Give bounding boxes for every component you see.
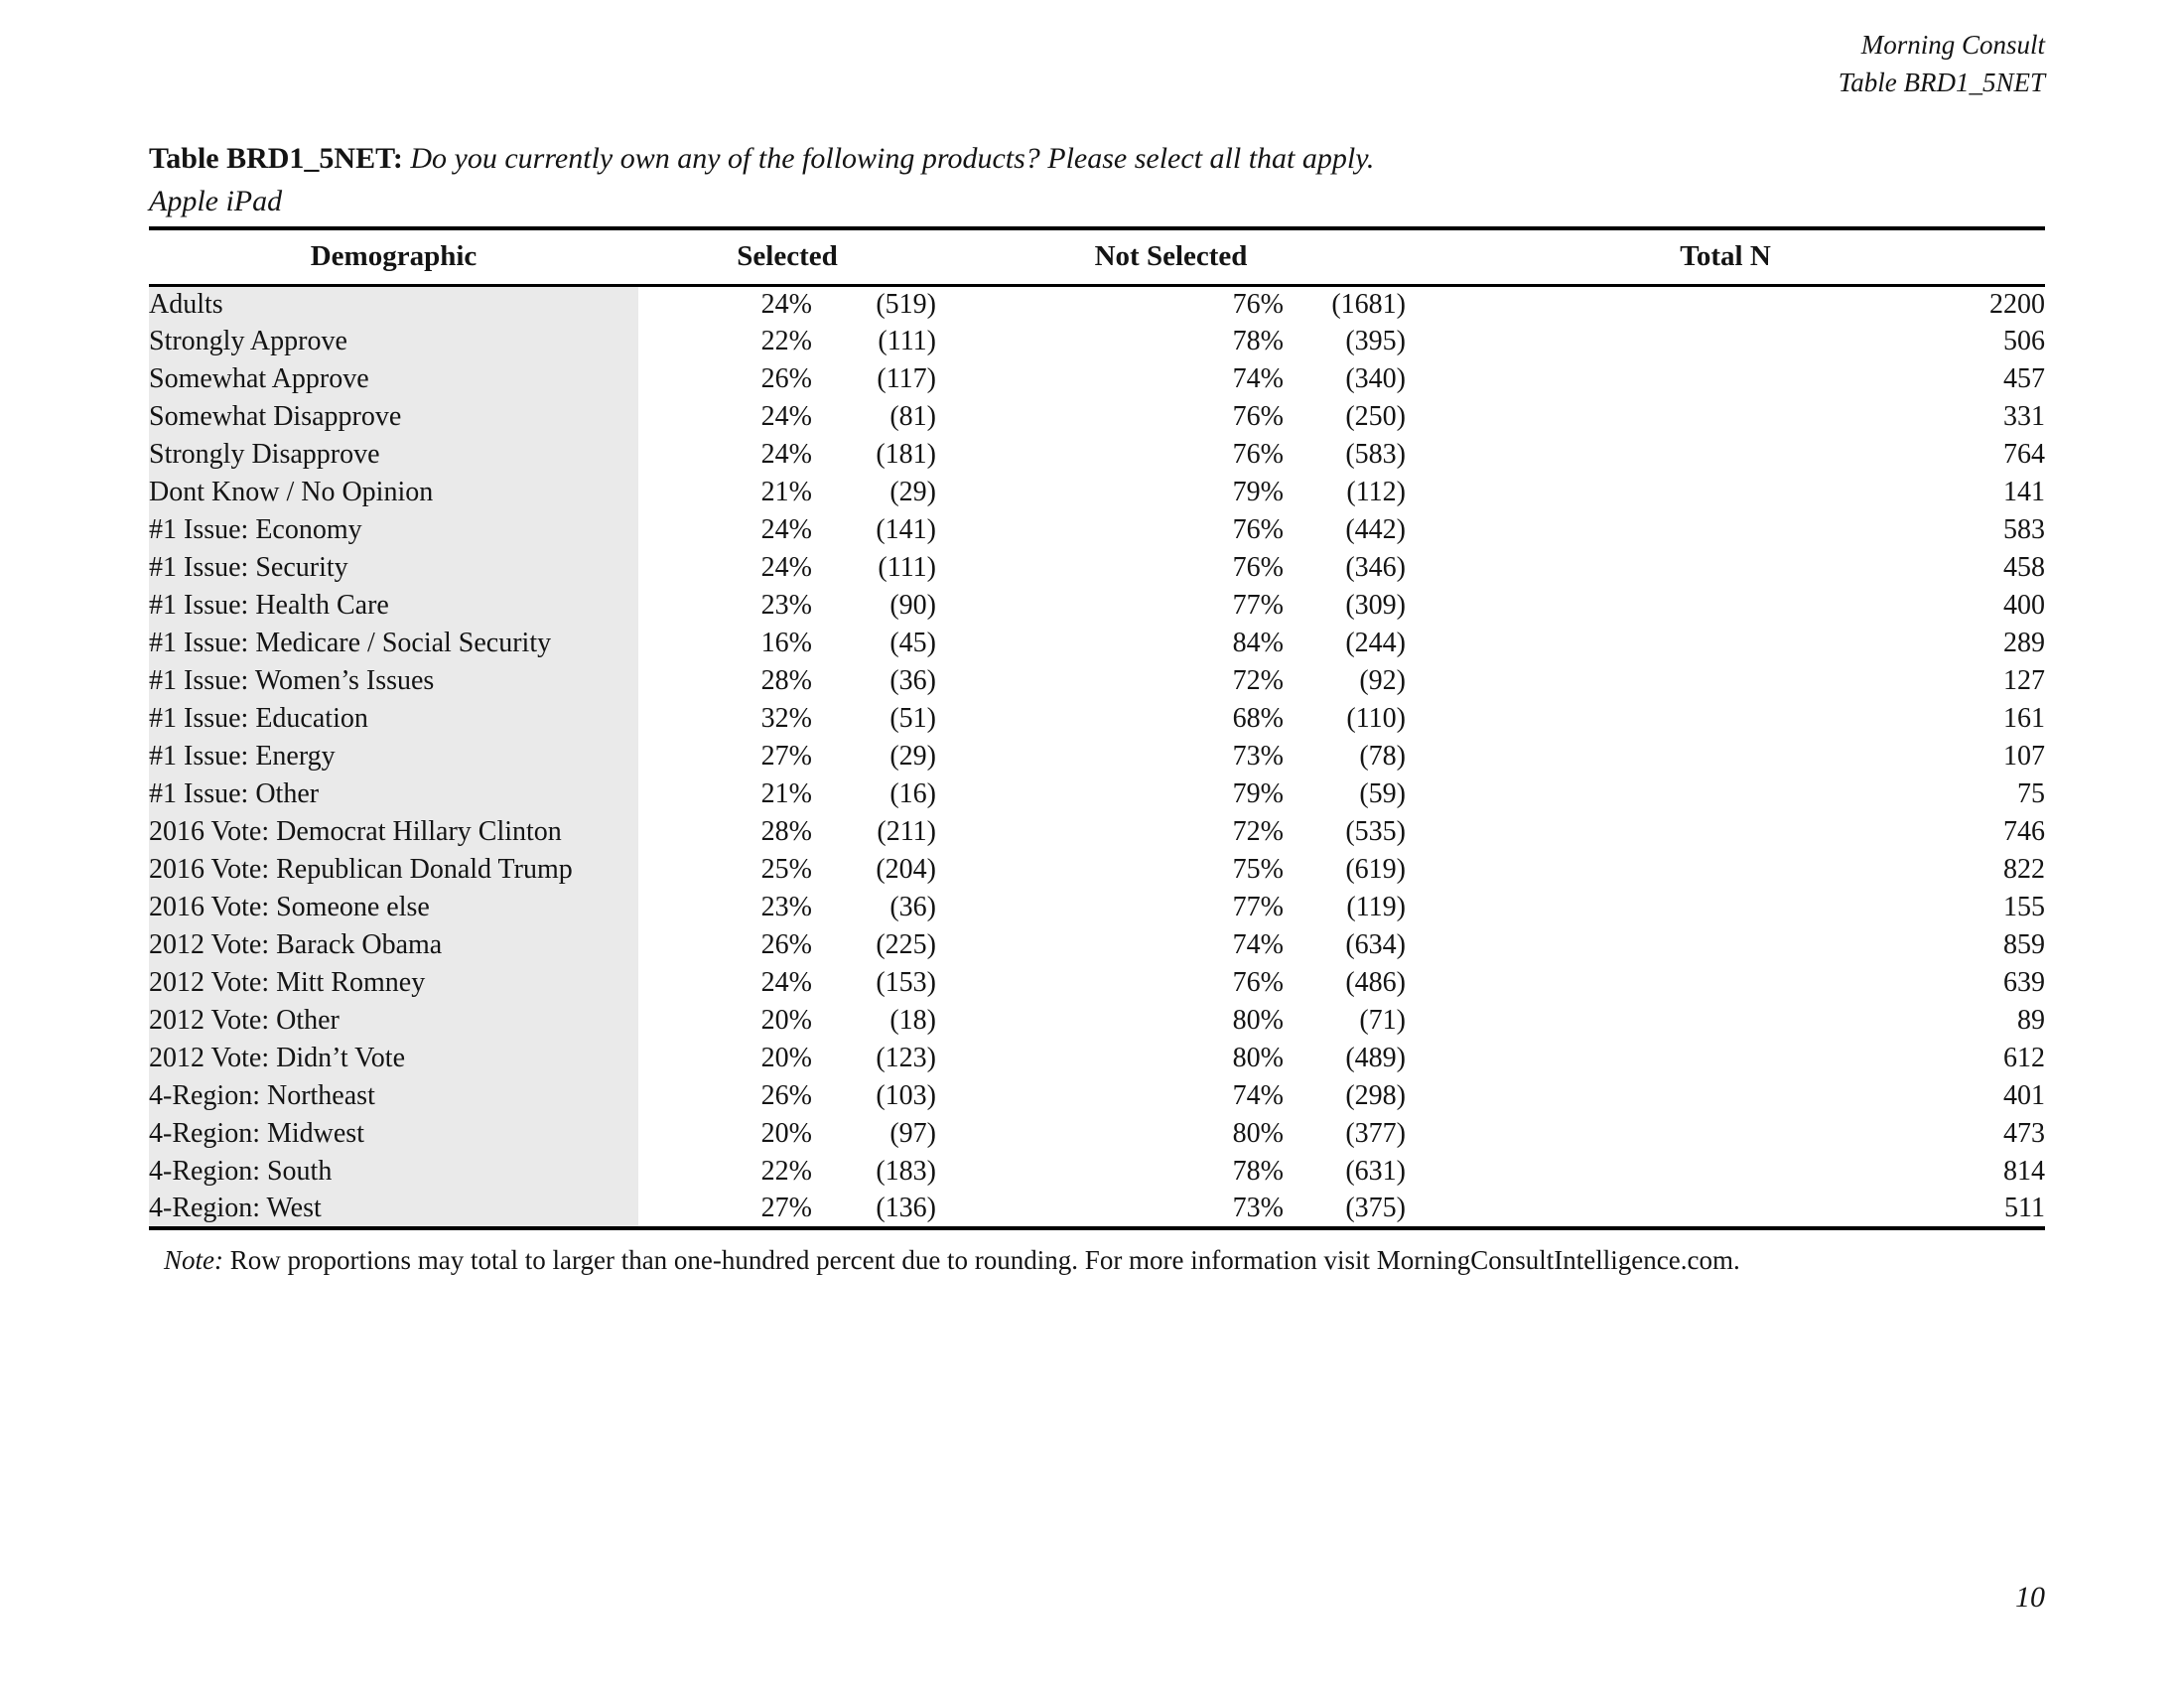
- footnote-text: Row proportions may total to larger than one-hundred percent due to rounding. For more information visit MorningConsultIntelligence.com.: [229, 1245, 1740, 1275]
- demographic-cell: 2012 Vote: Didn’t Vote: [149, 1040, 638, 1077]
- table-row: [149, 1115, 2045, 1153]
- demographic-cell: #1 Issue: Medicare / Social Security: [149, 625, 638, 662]
- selected-n-cell: (183): [876, 1156, 936, 1187]
- selected-n-cell: (225): [876, 929, 936, 960]
- col-header-demographic: Demographic: [149, 228, 638, 285]
- total-n-cell: 107: [2003, 741, 2045, 772]
- total-n-cell: 331: [2003, 401, 2045, 432]
- not-selected-pct-cell: 72%: [1232, 816, 1284, 847]
- not-selected-n-cell: (250): [1345, 401, 1406, 432]
- selected-pct-cell: 24%: [760, 967, 812, 998]
- title-label: Table BRD1_5NET:: [149, 142, 403, 175]
- not-selected-n-cell: (634): [1345, 929, 1406, 960]
- total-n-cell: 75: [2017, 778, 2045, 809]
- selected-pct-cell: 26%: [760, 363, 812, 394]
- total-n-cell: 401: [2003, 1080, 2045, 1111]
- not-selected-pct-cell: 76%: [1232, 514, 1284, 545]
- demographic-cell: 2016 Vote: Someone else: [149, 889, 638, 926]
- total-n-cell: 506: [2003, 326, 2045, 356]
- selected-pct-cell: 24%: [760, 288, 812, 320]
- selected-pct-cell: 28%: [760, 816, 812, 847]
- table-row: [149, 1191, 2045, 1228]
- demographic-cell: 2016 Vote: Republican Donald Trump: [149, 851, 638, 889]
- selected-n-cell: (90): [889, 590, 936, 621]
- selected-pct-cell: 25%: [760, 854, 812, 885]
- selected-pct-cell: 20%: [760, 1118, 812, 1149]
- table-body: [149, 285, 2045, 1228]
- not-selected-n-cell: (583): [1345, 439, 1406, 470]
- title-subtitle: Apple iPad: [149, 185, 283, 217]
- not-selected-pct-cell: 80%: [1232, 1043, 1284, 1073]
- selected-pct-cell: 32%: [760, 703, 812, 734]
- table-row: [149, 625, 2045, 662]
- table-row: [149, 1040, 2045, 1077]
- not-selected-pct-cell: 84%: [1232, 628, 1284, 658]
- total-n-cell: 155: [2003, 892, 2045, 922]
- not-selected-n-cell: (619): [1345, 854, 1406, 885]
- col-header-total-n: Total N: [1406, 228, 2045, 285]
- not-selected-n-cell: (1681): [1331, 288, 1406, 320]
- not-selected-n-cell: (346): [1345, 552, 1406, 583]
- not-selected-n-cell: (112): [1346, 477, 1406, 507]
- table-row: [149, 700, 2045, 738]
- footnote-prefix: Note:: [164, 1245, 223, 1275]
- total-n-cell: 458: [2003, 552, 2045, 583]
- demographic-cell: Strongly Approve: [149, 323, 638, 360]
- total-n-cell: 511: [2004, 1193, 2045, 1223]
- selected-n-cell: (181): [876, 439, 936, 470]
- col-header-selected: Selected: [638, 228, 936, 285]
- demographic-cell: 2012 Vote: Mitt Romney: [149, 964, 638, 1002]
- col-header-not-selected: Not Selected: [936, 228, 1406, 285]
- header-table-id: Table BRD1_5NET: [1838, 68, 2045, 97]
- not-selected-pct-cell: 74%: [1232, 1080, 1284, 1111]
- selected-pct-cell: 20%: [760, 1043, 812, 1073]
- not-selected-n-cell: (631): [1345, 1156, 1406, 1187]
- not-selected-pct-cell: 76%: [1232, 967, 1284, 998]
- demographic-cell: #1 Issue: Education: [149, 700, 638, 738]
- not-selected-pct-cell: 76%: [1232, 439, 1284, 470]
- not-selected-n-cell: (92): [1359, 665, 1406, 696]
- selected-n-cell: (111): [878, 552, 936, 583]
- selected-pct-cell: 26%: [760, 1080, 812, 1111]
- total-n-cell: 289: [2003, 628, 2045, 658]
- not-selected-n-cell: (535): [1345, 816, 1406, 847]
- demographic-cell: Adults: [149, 285, 638, 323]
- table-row: [149, 851, 2045, 889]
- selected-pct-cell: 28%: [760, 665, 812, 696]
- not-selected-n-cell: (110): [1346, 703, 1406, 734]
- selected-n-cell: (111): [878, 326, 936, 356]
- selected-n-cell: (29): [889, 741, 936, 772]
- title-question: Do you currently own any of the following products? Please select all that apply.: [410, 142, 1375, 175]
- selected-n-cell: (29): [889, 477, 936, 507]
- not-selected-pct-cell: 80%: [1232, 1005, 1284, 1036]
- table-row: [149, 511, 2045, 549]
- table-row: [149, 889, 2045, 926]
- total-n-cell: 457: [2003, 363, 2045, 394]
- selected-n-cell: (36): [889, 892, 936, 922]
- total-n-cell: 473: [2003, 1118, 2045, 1149]
- not-selected-pct-cell: 73%: [1232, 741, 1284, 772]
- not-selected-pct-cell: 78%: [1232, 1156, 1284, 1187]
- total-n-cell: 2200: [1989, 288, 2045, 320]
- total-n-cell: 612: [2003, 1043, 2045, 1073]
- selected-n-cell: (81): [889, 401, 936, 432]
- demographic-cell: Strongly Disapprove: [149, 436, 638, 474]
- selected-pct-cell: 20%: [760, 1005, 812, 1036]
- table-row: [149, 964, 2045, 1002]
- table-row: [149, 360, 2045, 398]
- not-selected-n-cell: (309): [1345, 590, 1406, 621]
- table-row: [149, 1002, 2045, 1040]
- table-row: [149, 436, 2045, 474]
- demographic-cell: 2012 Vote: Barack Obama: [149, 926, 638, 964]
- not-selected-n-cell: (442): [1345, 514, 1406, 545]
- selected-n-cell: (204): [876, 854, 936, 885]
- not-selected-n-cell: (119): [1346, 892, 1406, 922]
- selected-pct-cell: 22%: [760, 1156, 812, 1187]
- not-selected-n-cell: (71): [1359, 1005, 1406, 1036]
- not-selected-pct-cell: 76%: [1232, 288, 1284, 320]
- selected-pct-cell: 23%: [760, 590, 812, 621]
- demographic-cell: 4-Region: Northeast: [149, 1077, 638, 1115]
- document-header: [1839, 26, 2045, 101]
- not-selected-pct-cell: 79%: [1232, 477, 1284, 507]
- total-n-cell: 127: [2003, 665, 2045, 696]
- selected-n-cell: (16): [889, 778, 936, 809]
- selected-n-cell: (103): [876, 1080, 936, 1111]
- not-selected-n-cell: (395): [1345, 326, 1406, 356]
- not-selected-pct-cell: 77%: [1232, 590, 1284, 621]
- header-brand: Morning Consult: [1860, 30, 2045, 60]
- selected-pct-cell: 24%: [760, 552, 812, 583]
- demographic-cell: Dont Know / No Opinion: [149, 474, 638, 511]
- selected-pct-cell: 27%: [760, 1193, 812, 1223]
- selected-pct-cell: 21%: [760, 778, 812, 809]
- demographic-cell: #1 Issue: Energy: [149, 738, 638, 775]
- not-selected-n-cell: (244): [1345, 628, 1406, 658]
- demographic-cell: 4-Region: South: [149, 1153, 638, 1191]
- total-n-cell: 746: [2003, 816, 2045, 847]
- table-row: [149, 474, 2045, 511]
- not-selected-pct-cell: 76%: [1232, 552, 1284, 583]
- not-selected-n-cell: (486): [1345, 967, 1406, 998]
- selected-n-cell: (117): [877, 363, 936, 394]
- total-n-cell: 822: [2003, 854, 2045, 885]
- table-row: [149, 738, 2045, 775]
- demographic-cell: Somewhat Disapprove: [149, 398, 638, 436]
- not-selected-pct-cell: 79%: [1232, 778, 1284, 809]
- selected-n-cell: (51): [889, 703, 936, 734]
- not-selected-pct-cell: 74%: [1232, 363, 1284, 394]
- not-selected-pct-cell: 80%: [1232, 1118, 1284, 1149]
- selected-n-cell: (211): [877, 816, 936, 847]
- table-row: [149, 662, 2045, 700]
- not-selected-n-cell: (298): [1345, 1080, 1406, 1111]
- total-n-cell: 764: [2003, 439, 2045, 470]
- not-selected-pct-cell: 72%: [1232, 665, 1284, 696]
- table-row: [149, 926, 2045, 964]
- demographic-cell: 4-Region: Midwest: [149, 1115, 638, 1153]
- demographic-cell: #1 Issue: Economy: [149, 511, 638, 549]
- demographic-cell: 4-Region: West: [149, 1191, 638, 1228]
- table-row: [149, 813, 2045, 851]
- selected-pct-cell: 23%: [760, 892, 812, 922]
- selected-pct-cell: 16%: [760, 628, 812, 658]
- selected-pct-cell: 22%: [760, 326, 812, 356]
- selected-n-cell: (36): [889, 665, 936, 696]
- not-selected-n-cell: (340): [1345, 363, 1406, 394]
- selected-n-cell: (45): [889, 628, 936, 658]
- selected-n-cell: (136): [876, 1193, 936, 1223]
- demographic-cell: 2012 Vote: Other: [149, 1002, 638, 1040]
- total-n-cell: 400: [2003, 590, 2045, 621]
- demographic-cell: Somewhat Approve: [149, 360, 638, 398]
- total-n-cell: 141: [2003, 477, 2045, 507]
- selected-pct-cell: 24%: [760, 401, 812, 432]
- not-selected-pct-cell: 76%: [1232, 401, 1284, 432]
- not-selected-pct-cell: 73%: [1232, 1193, 1284, 1223]
- selected-pct-cell: 24%: [760, 439, 812, 470]
- selected-pct-cell: 26%: [760, 929, 812, 960]
- demographic-cell: #1 Issue: Security: [149, 549, 638, 587]
- selected-pct-cell: 24%: [760, 514, 812, 545]
- not-selected-pct-cell: 68%: [1232, 703, 1284, 734]
- table-row: [149, 775, 2045, 813]
- selected-pct-cell: 21%: [760, 477, 812, 507]
- table-row: [149, 398, 2045, 436]
- demographic-cell: #1 Issue: Women’s Issues: [149, 662, 638, 700]
- title-block: [149, 137, 2045, 222]
- footnote: [164, 1245, 2050, 1276]
- not-selected-n-cell: (375): [1345, 1193, 1406, 1223]
- total-n-cell: 161: [2003, 703, 2045, 734]
- demographic-cell: 2016 Vote: Democrat Hillary Clinton: [149, 813, 638, 851]
- selected-n-cell: (123): [876, 1043, 936, 1073]
- table-row: [149, 323, 2045, 360]
- selected-pct-cell: 27%: [760, 741, 812, 772]
- total-n-cell: 814: [2003, 1156, 2045, 1187]
- not-selected-pct-cell: 74%: [1232, 929, 1284, 960]
- not-selected-pct-cell: 75%: [1232, 854, 1284, 885]
- selected-n-cell: (519): [876, 288, 936, 320]
- table-header-row: [149, 228, 2045, 285]
- total-n-cell: 583: [2003, 514, 2045, 545]
- title-line: [149, 137, 2045, 180]
- table-row: [149, 549, 2045, 587]
- not-selected-n-cell: (489): [1345, 1043, 1406, 1073]
- demographic-cell: #1 Issue: Other: [149, 775, 638, 813]
- demographic-cell: #1 Issue: Health Care: [149, 587, 638, 625]
- page-number: 10: [2015, 1581, 2045, 1614]
- not-selected-n-cell: (377): [1345, 1118, 1406, 1149]
- not-selected-pct-cell: 77%: [1232, 892, 1284, 922]
- not-selected-pct-cell: 78%: [1232, 326, 1284, 356]
- table-row: [149, 587, 2045, 625]
- not-selected-n-cell: (59): [1359, 778, 1406, 809]
- table-row: [149, 285, 2045, 323]
- results-table: [149, 226, 2045, 1230]
- selected-n-cell: (18): [889, 1005, 936, 1036]
- total-n-cell: 89: [2017, 1005, 2045, 1036]
- selected-n-cell: (97): [889, 1118, 936, 1149]
- selected-n-cell: (153): [876, 967, 936, 998]
- total-n-cell: 859: [2003, 929, 2045, 960]
- total-n-cell: 639: [2003, 967, 2045, 998]
- table-row: [149, 1153, 2045, 1191]
- not-selected-n-cell: (78): [1359, 741, 1406, 772]
- selected-n-cell: (141): [876, 514, 936, 545]
- table-row: [149, 1077, 2045, 1115]
